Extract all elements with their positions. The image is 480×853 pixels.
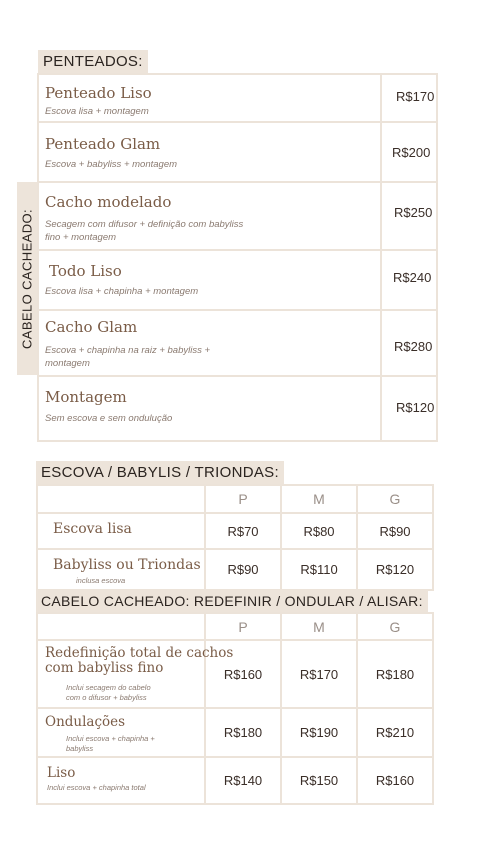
table-cell-price: R$140: [223, 773, 263, 788]
divider: [432, 612, 434, 805]
table-cell-price: R$70: [227, 523, 259, 539]
item-desc: Escova + chapinha na raiz + babyliss + montagem: [45, 345, 211, 369]
table-row-note: com o difusor + babyliss: [66, 693, 147, 702]
table-cell-price: R$120: [375, 562, 415, 577]
table-cell-price: R$180: [223, 725, 263, 740]
table-cell-price: R$210: [375, 725, 415, 740]
divider: [37, 249, 438, 251]
divider: [36, 612, 38, 805]
cacheado-title: CABELO CACHEADO: REDEFINIR / ONDULAR / ALISAR:: [36, 590, 428, 612]
item-name: Penteado Glam: [45, 135, 161, 153]
item-price: R$240: [393, 270, 432, 285]
table-row-note: Inclui escova + chapinha total: [47, 783, 146, 792]
divider: [37, 121, 438, 123]
size-header-p: P: [238, 618, 248, 635]
table-cell-price: R$150: [299, 773, 339, 788]
divider: [436, 73, 438, 442]
size-header-m: M: [313, 618, 325, 635]
table-row-name: Redefinição total de cachos: [45, 645, 234, 661]
divider: [37, 73, 438, 75]
divider: [37, 181, 438, 183]
table-row-note: Inclui escova + chapinha +: [66, 734, 155, 743]
side-label-cabelo-cacheado: CABELO CACHEADO:: [19, 208, 35, 349]
list-item: [45, 135, 177, 171]
list-item: [45, 84, 152, 118]
list-item: [45, 388, 172, 425]
item-name: Todo Liso: [49, 262, 122, 280]
item-name: Montagem: [45, 388, 127, 406]
size-header-g: G: [389, 491, 401, 507]
list-item: [49, 262, 122, 280]
divider: [37, 309, 438, 311]
table-row-name: com babyliss fino: [45, 660, 164, 676]
table-cell-price: R$160: [375, 773, 415, 788]
divider: [37, 73, 39, 442]
item-price: R$250: [394, 205, 433, 220]
item-desc: Secagem com difusor + definição com babyliss fino + montagem: [45, 219, 244, 243]
table-cell-price: R$80: [303, 523, 335, 539]
table-cell-price: R$170: [299, 666, 339, 682]
divider: [37, 440, 438, 442]
item-desc: Escova lisa + chapinha + montagem: [45, 286, 199, 297]
table-row-note: babyliss: [66, 744, 94, 753]
table-row-note: inclusa escova: [76, 576, 126, 585]
divider: [36, 484, 38, 590]
penteados-title: PENTEADOS:: [38, 50, 148, 73]
table-row-note: Inclui secagem do cabelo: [66, 683, 151, 692]
table-cell-price: R$110: [300, 562, 338, 577]
item-name: Penteado Liso: [45, 84, 152, 102]
item-name: Cacho Glam: [45, 318, 138, 336]
table-cell-price: R$90: [379, 523, 411, 539]
divider: [380, 73, 382, 442]
item-desc: Sem escova e sem ondulução: [45, 413, 173, 424]
table-cell-price: R$90: [227, 562, 259, 577]
list-item: [45, 193, 245, 244]
item-price: R$200: [392, 145, 431, 160]
item-price: R$170: [396, 89, 435, 104]
table-row-name: Liso: [47, 765, 76, 781]
table-row-name: Escova lisa: [53, 521, 132, 537]
size-header-m: M: [313, 491, 325, 507]
item-desc: Escova lisa + montagem: [45, 106, 149, 117]
item-desc: Escova + babyliss + montagem: [45, 159, 178, 170]
list-item: [45, 318, 245, 370]
divider: [37, 375, 438, 377]
escova-title: ESCOVA / BABYLIS / TRIONDAS:: [36, 461, 284, 484]
table-cell-price: R$180: [375, 666, 415, 682]
divider: [36, 803, 434, 805]
size-header-g: G: [389, 618, 401, 635]
item-name: Cacho modelado: [45, 193, 172, 211]
table-cell-price: R$160: [223, 666, 263, 682]
item-price: R$280: [394, 339, 433, 354]
table-row-name: Babyliss ou Triondas: [53, 557, 201, 573]
divider: [432, 484, 434, 590]
table-row-name: Ondulações: [45, 714, 126, 730]
size-header-p: P: [238, 491, 248, 507]
side-label-box: [17, 182, 37, 375]
table-cell-price: R$190: [299, 725, 339, 740]
item-price: R$120: [396, 400, 435, 415]
